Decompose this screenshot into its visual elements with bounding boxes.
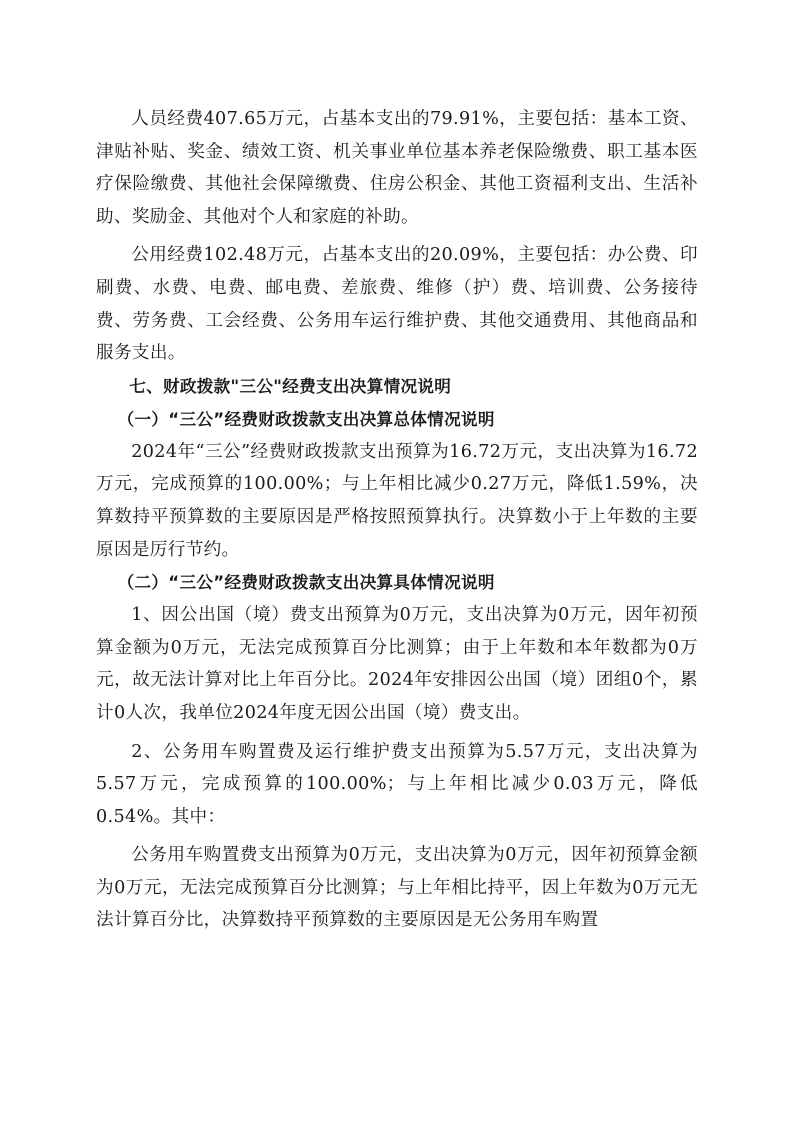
subheading-detail: （二）“三公”经费财政拨款支出决算具体情况说明 (117, 573, 495, 593)
public-expense-paragraph: 公用经费102.48万元，占基本支出的20.09%，主要包括：办公费、印刷费、水费、电费、邮电费、差旅费、维修（护）费、培训费、公务接待费、劳务费、工会经费、公务用车运行维护费、其他交通费用、其他商品和服务支出。 (96, 245, 698, 364)
overall-summary-paragraph: 2024年“三公”经费财政拨款支出预算为16.72万元，支出决算为16.72万元，完成预算的100.00%；与上年相比减少0.27万元，降低1.59%，决算数持平预算数的主要原因是严格按照预算执行。决算数小于上年数的主要原因是厉行节约。 (96, 441, 698, 560)
personnel-expense-paragraph: 人员经费407.65万元，占基本支出的79.91%，主要包括：基本工资、津贴补贴、奖金、绩效工资、机关事业单位基本养老保险缴费、职工基本医疗保险缴费、其他社会保障缴费、住房公积金、其他工资福利支出、生活补助、奖励金、其他对个人和家庭的补助。 (96, 109, 698, 227)
vehicle-expense-paragraph: 2、公务用车购置费及运行维护费支出预算为5.57万元，支出决算为5.57万元，完成预算的100.00%；与上年相比减少0.03万元，降低0.54%。其中： (96, 741, 698, 827)
subheading-overall: （一）“三公”经费财政拨款支出决算总体情况说明 (117, 409, 495, 429)
section-heading-three-public: 七、财政拨款"三公"经费支出决算情况说明 (129, 376, 452, 396)
document-body (96, 103, 698, 937)
overseas-travel-paragraph: 1、因公出国（境）费支出预算为0万元，支出决算为0万元，因年初预算金额为0万元，无法完成预算百分比测算；由于上年数和本年数都为0万元，故无法计算对比上年百分比。2024年安排因公出国（境）团组0个，累计0人次，我单位2024年度无因公出国（境）费支出。 (96, 605, 698, 723)
vehicle-purchase-paragraph: 公务用车购置费支出预算为0万元，支出决算为0万元，因年初预算金额为0万元，无法完成预算百分比测算；与上年相比持平，因上年数为0万元无法计算百分比，决算数持平预算数的主要原因是无公务用车购置 (96, 845, 698, 931)
